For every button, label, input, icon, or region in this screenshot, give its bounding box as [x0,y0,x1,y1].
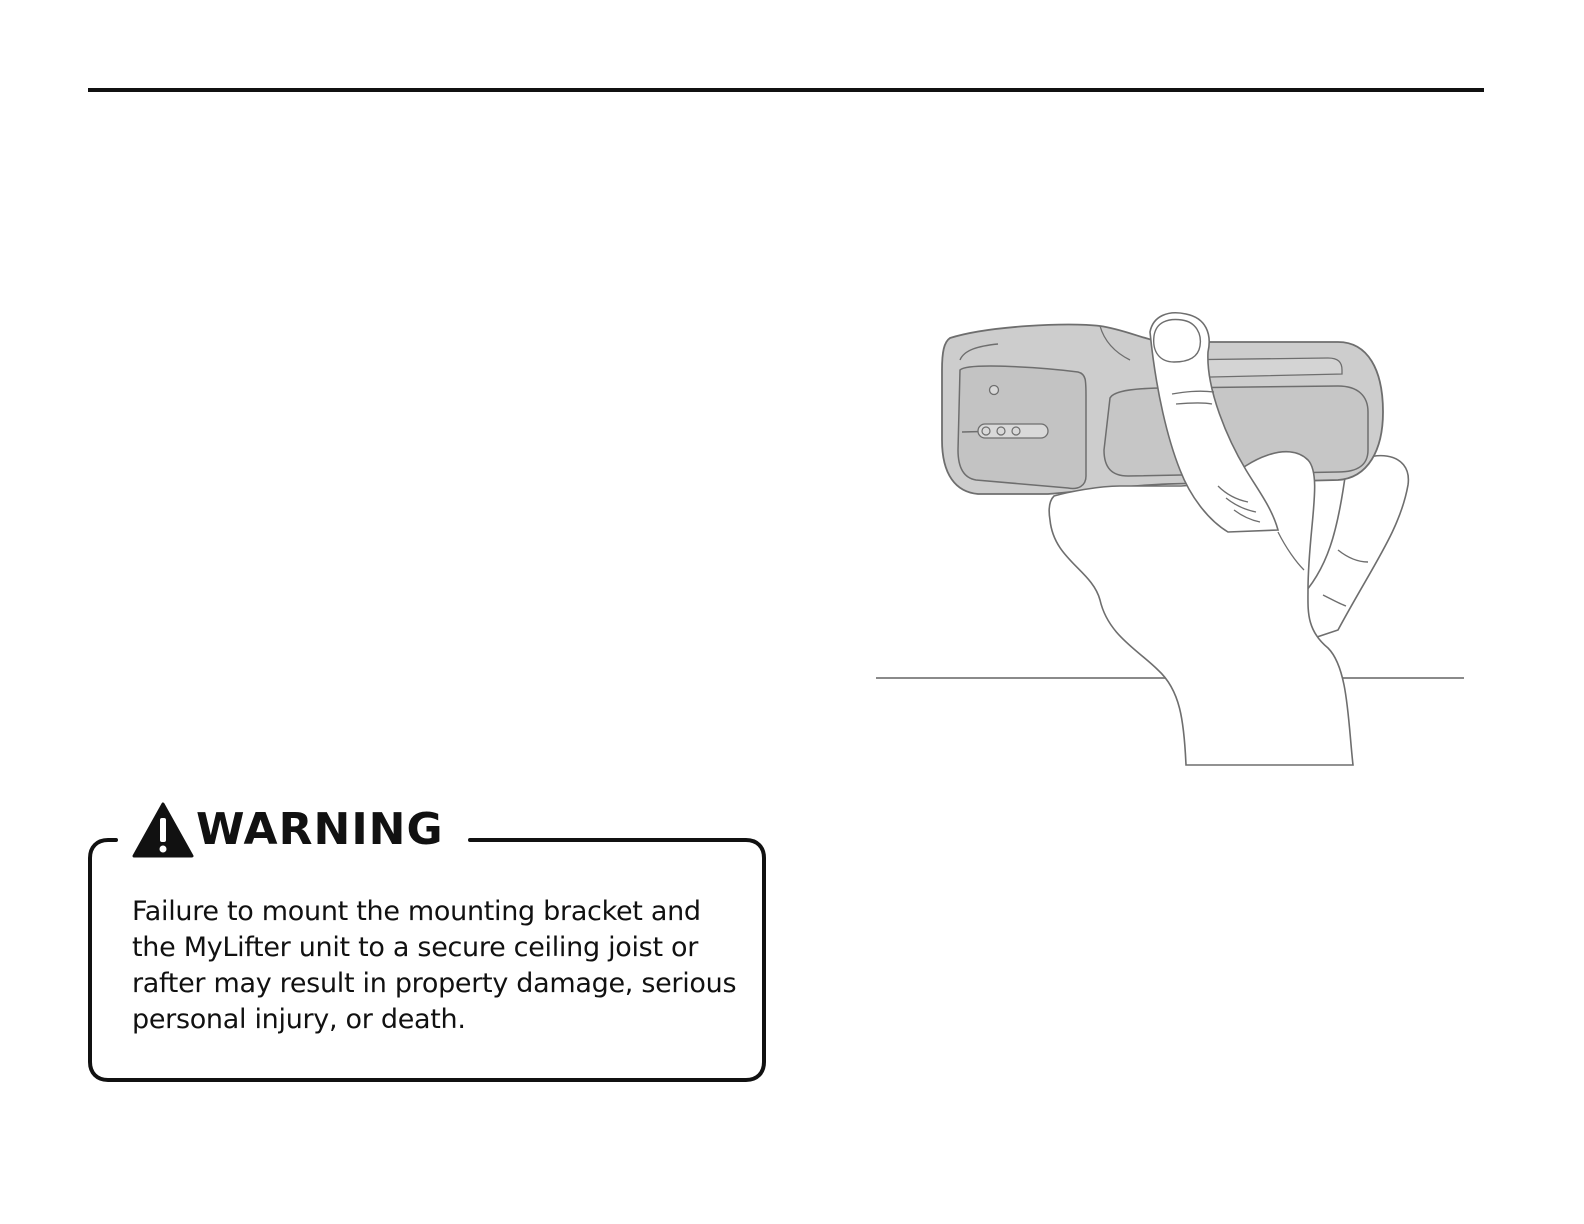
thumb-nail [1154,320,1201,362]
warning-title: WARNING [196,804,444,855]
warning-box [88,804,766,1082]
header-rule [88,88,1484,92]
warning-header [132,800,454,860]
warning-text: Failure to mount the mounting bracket and the MyLifter unit to a secure ceiling joist or rafter may result in property damage, serious personal injury, or death. [132,896,737,1035]
warning-triangle-icon [132,802,194,858]
hand-holding-mylifter-unit-icon [868,300,1488,780]
